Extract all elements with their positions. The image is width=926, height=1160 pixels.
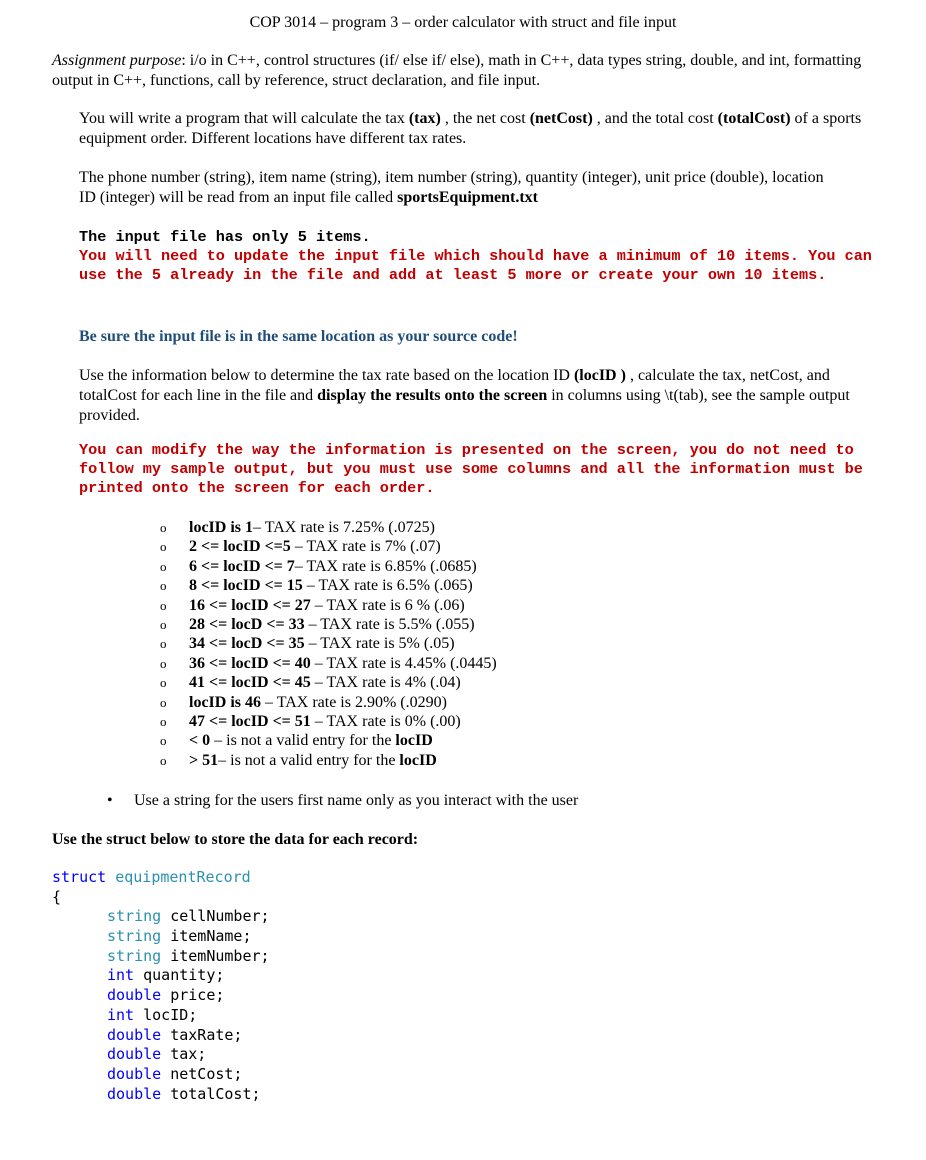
display-term: display the results onto the screen <box>317 387 548 404</box>
member-type: double <box>107 1045 162 1064</box>
struct-declaration-line <box>52 868 270 888</box>
member-name: totalCost; <box>161 1084 261 1103</box>
intro-text-1: You will write a program that will calculate the tax <box>79 110 409 127</box>
totalcost-term: (totalCost) <box>717 110 791 127</box>
circle-bullet-icon: o <box>160 752 167 768</box>
circle-bullet-icon: o <box>160 597 167 613</box>
tax-rule-item <box>160 654 497 673</box>
tax-rule-rate: – TAX rate is 6.85% (.0685) <box>294 557 477 575</box>
usage-text-3: in columns using \t(tab), see the sample output provided. <box>79 387 850 424</box>
input-update-warning: You will need to update the input file which should have a minimum of 10 items. You can use the 5 already in the file and add at least 5 more or create your own 10 items. <box>79 247 872 284</box>
member-name: taxRate; <box>161 1025 243 1044</box>
bullet-text: Use a string for the users first name only as you interact with the user <box>134 792 579 809</box>
member-type: int <box>107 1005 135 1024</box>
member-name: tax; <box>161 1045 207 1064</box>
modify-output-note: You can modify the way the information is presented on the screen, you do not need to follow my sample output, but you must use some columns and all the information must be printed onto the screen for each order. <box>79 441 863 497</box>
tax-rule-condition: locID is 46 <box>189 693 261 711</box>
member-name: itemNumber; <box>161 946 270 965</box>
tax-rule-item <box>160 751 497 770</box>
struct-code-block <box>52 868 270 1104</box>
member-name: price; <box>161 986 225 1005</box>
usage-paragraph <box>79 366 874 426</box>
struct-member <box>52 1085 270 1105</box>
tax-rule-condition: 6 <= locID <= 7 <box>189 557 295 575</box>
tax-term: (tax) <box>408 110 441 127</box>
tax-rule-item <box>160 615 497 634</box>
member-type: int <box>107 966 135 985</box>
source-location-note: Be sure the input file is in the same location as your source code! <box>79 328 518 345</box>
locid-term: (locID ) <box>573 367 626 384</box>
struct-name: equipmentRecord <box>115 868 251 886</box>
tax-rule-rate: – TAX rate is 6.5% (.065) <box>302 577 473 595</box>
circle-bullet-icon: o <box>160 539 167 555</box>
struct-member <box>52 1026 270 1046</box>
struct-member <box>52 966 270 986</box>
circle-bullet-icon: o <box>160 558 167 574</box>
member-type: string <box>107 946 162 965</box>
usage-text-2: , calculate the tax, netCost, and totalCost for each line in the file and <box>79 367 830 404</box>
tax-rule-rate: – TAX rate is 4.45% (.0445) <box>310 654 497 672</box>
member-name: netCost; <box>161 1064 243 1083</box>
member-name: quantity; <box>134 966 225 985</box>
struct-heading: Use the struct below to store the data for each record: <box>52 831 419 848</box>
purpose-label: Assignment purpose <box>52 52 182 69</box>
page-title: COP 3014 – program 3 – order calculator with struct and file input <box>249 14 677 31</box>
tax-rule-condition: < 0 <box>189 732 211 750</box>
tax-rate-list <box>160 518 497 770</box>
tax-rule-item <box>160 731 497 750</box>
circle-bullet-icon: o <box>160 616 167 632</box>
open-brace: { <box>52 887 62 906</box>
usage-text-1: Use the information below to determine the tax rate based on the location ID <box>79 367 574 384</box>
struct-member <box>52 927 270 947</box>
struct-keyword: struct <box>52 868 107 886</box>
member-name: locID; <box>134 1005 198 1024</box>
tax-rule-rate: – TAX rate is 5% (.05) <box>304 635 455 653</box>
intro-text-3: , and the total cost <box>592 110 718 127</box>
tax-rule-condition: 28 <= locD <= 33 <box>189 615 305 633</box>
tax-rule-tail: locID <box>399 751 437 769</box>
tax-rule-rate: – TAX rate is 5.5% (.055) <box>304 615 475 633</box>
struct-member <box>52 947 270 967</box>
circle-bullet-icon: o <box>160 655 167 671</box>
tax-rule-item <box>160 557 497 576</box>
tax-rule-rate: – is not a valid entry for the <box>218 751 400 769</box>
tax-rule-condition: 47 <= locID <= 51 <box>189 712 311 730</box>
intro-text-2: , the net cost <box>440 110 530 127</box>
circle-bullet-icon: o <box>160 694 167 710</box>
tax-rule-rate: – TAX rate is 4% (.04) <box>310 674 461 692</box>
tax-rule-condition: > 51 <box>189 751 219 769</box>
input-notice-line: The input file has only 5 items. <box>79 228 371 246</box>
circle-bullet-icon: o <box>160 675 167 691</box>
tax-rule-item <box>160 673 497 692</box>
tax-rule-item <box>160 634 497 653</box>
tax-rule-item <box>160 712 497 731</box>
input-file-notice <box>79 228 879 285</box>
tax-rule-condition: locID is 1 <box>189 519 253 536</box>
tax-rule-item <box>160 596 497 615</box>
struct-member <box>52 1006 270 1026</box>
circle-bullet-icon: o <box>160 713 167 729</box>
member-type: string <box>107 927 162 946</box>
struct-member <box>52 1065 270 1085</box>
tax-rule-rate: – TAX rate is 7.25% (.0725) <box>253 519 435 536</box>
assignment-purpose <box>52 51 872 91</box>
member-type: double <box>107 986 162 1005</box>
tax-rule-rate: – TAX rate is 2.90% (.0290) <box>261 693 447 711</box>
intro-paragraph <box>79 109 879 149</box>
fields-text: The phone number (string), item name (string), item number (string), quantity (integer), unit price (double), location ID (integer) will be read from an input file called <box>79 169 824 206</box>
tax-rule-item <box>160 576 497 595</box>
circle-bullet-icon: o <box>160 733 167 749</box>
intro-text-4: of a sports equipment order. Different locations have different tax rates. <box>79 110 862 147</box>
tax-rule-rate: – TAX rate is 6 % (.06) <box>310 596 465 614</box>
member-name: cellNumber; <box>161 907 270 926</box>
member-name: itemName; <box>161 927 252 946</box>
tax-rule-condition: 41 <= locID <= 45 <box>189 674 311 692</box>
tax-rule-item <box>160 693 497 712</box>
member-type: double <box>107 1084 162 1103</box>
member-type: double <box>107 1064 162 1083</box>
circle-bullet-icon: o <box>160 636 167 652</box>
tax-rule-item <box>160 518 497 537</box>
tax-rule-rate: – TAX rate is 7% (.07) <box>290 538 441 556</box>
tax-rule-condition: 16 <= locID <= 27 <box>189 596 311 614</box>
tax-rule-tail: locID <box>395 732 433 750</box>
tax-rule-condition: 2 <= locID <=5 <box>189 538 291 556</box>
netcost-term: (netCost) <box>529 110 593 127</box>
tax-rule-rate: – is not a valid entry for the <box>210 732 396 750</box>
tax-rule-condition: 36 <= locID <= 40 <box>189 654 311 672</box>
circle-bullet-icon: o <box>160 578 167 594</box>
struct-members <box>52 907 270 1104</box>
struct-member <box>52 907 270 927</box>
member-type: string <box>107 907 162 926</box>
input-filename: sportsEquipment.txt <box>397 189 538 206</box>
member-type: double <box>107 1025 162 1044</box>
struct-member <box>52 1045 270 1065</box>
tax-rule-item <box>160 537 497 556</box>
tax-rule-condition: 34 <= locD <= 35 <box>189 635 305 653</box>
purpose-text: : i/o in C++, control structures (if/ else if/ else), math in C++, data types string, double, and int, formatting output in C++, functions, call by reference, struct declaration, and file input. <box>52 52 862 89</box>
bullet-dot: • <box>107 792 113 809</box>
tax-rule-condition: 8 <= locID <= 15 <box>189 577 303 595</box>
fields-paragraph <box>79 168 839 208</box>
circle-bullet-icon: o <box>160 520 167 535</box>
struct-member <box>52 986 270 1006</box>
tax-rule-rate: – TAX rate is 0% (.00) <box>310 712 461 730</box>
